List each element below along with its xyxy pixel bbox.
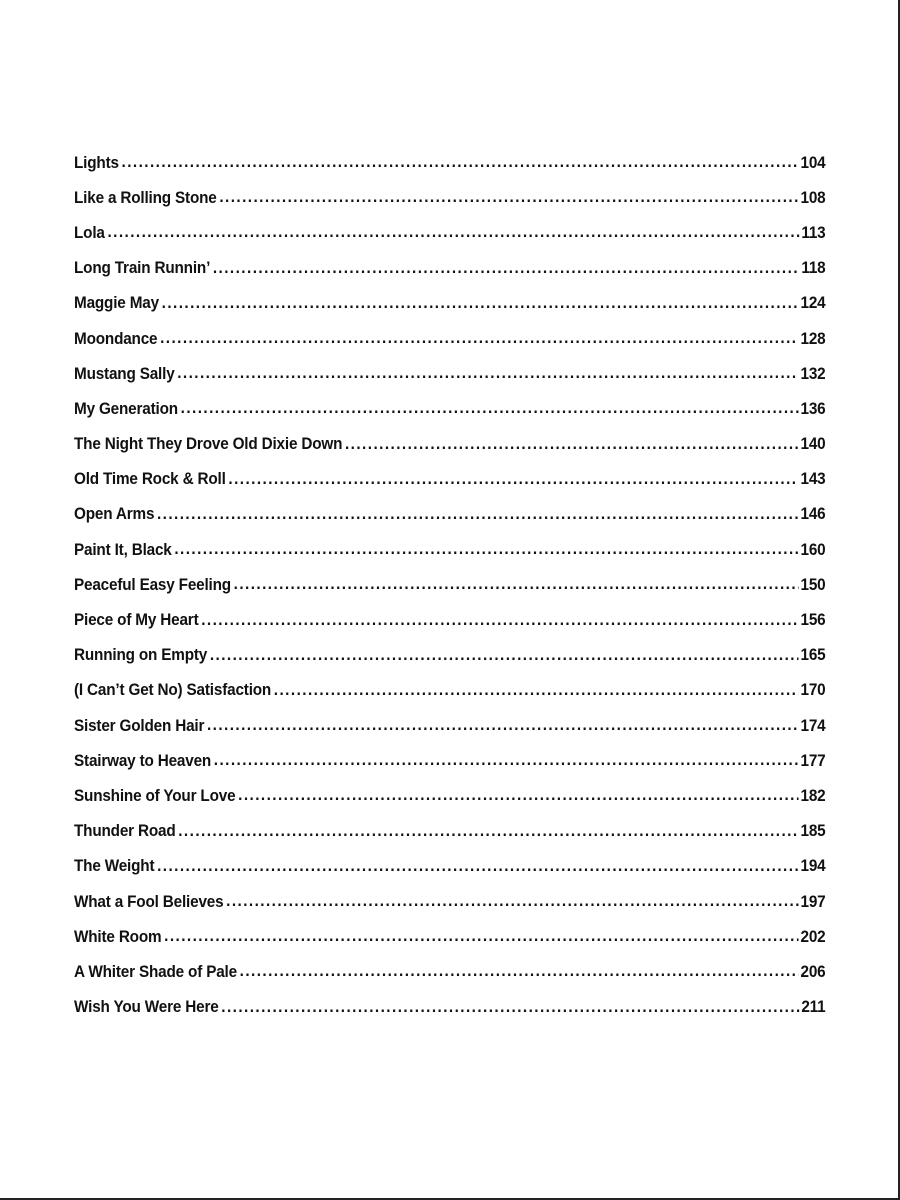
- dot-leader: [234, 576, 799, 593]
- toc-entry: [74, 286, 826, 321]
- toc-entry-title: Thunder Road: [74, 821, 176, 841]
- dot-leader: [201, 612, 799, 629]
- toc-entry-page: 206: [800, 961, 826, 981]
- toc-entry-page: 165: [800, 645, 826, 665]
- toc-entry-page: 124: [800, 293, 826, 313]
- toc-entry-page: 202: [800, 926, 826, 946]
- toc-entry-page: 136: [800, 398, 826, 418]
- dot-leader: [164, 928, 799, 945]
- dot-leader: [274, 682, 799, 699]
- toc-entry-title: Paint It, Black: [74, 539, 172, 559]
- dot-leader: [238, 787, 799, 804]
- dot-leader: [107, 224, 799, 241]
- dot-leader: [210, 647, 799, 664]
- toc-entry-page: 174: [800, 715, 826, 735]
- toc-entry-page: 185: [800, 821, 826, 841]
- toc-entry-title: Like a Rolling Stone: [74, 187, 217, 207]
- toc-entry-page: 177: [800, 750, 826, 770]
- dot-leader: [160, 330, 799, 347]
- toc-entry-page: 113: [801, 222, 826, 242]
- dot-leader: [345, 436, 799, 453]
- toc-entry-title: White Room: [74, 926, 162, 946]
- toc-entry-title: Moondance: [74, 328, 158, 348]
- dot-leader: [213, 260, 800, 277]
- toc-entry-title: Lola: [74, 222, 105, 242]
- toc-entry-title: Running on Empty: [74, 645, 208, 665]
- toc-entry-page: 108: [800, 187, 826, 207]
- dot-leader: [177, 365, 798, 382]
- dot-leader: [219, 189, 798, 206]
- toc-entry-title: Sister Golden Hair: [74, 715, 205, 735]
- dot-leader: [174, 541, 798, 558]
- dot-leader: [157, 858, 799, 875]
- toc-entry-page: 150: [800, 574, 826, 594]
- toc-entry-title: Open Arms: [74, 504, 155, 524]
- dot-leader: [226, 893, 799, 910]
- dot-leader: [162, 295, 799, 312]
- toc-entry-title: Wish You Were Here: [74, 997, 219, 1017]
- toc-entry-title: What a Fool Believes: [74, 891, 224, 911]
- toc-entry: [74, 602, 826, 637]
- dot-leader: [122, 154, 799, 171]
- toc-entry: [74, 954, 826, 989]
- dot-leader: [221, 999, 799, 1016]
- dot-leader: [207, 717, 799, 734]
- toc-entry: [74, 673, 826, 708]
- toc-entry-title: Sunshine of Your Love: [74, 785, 236, 805]
- dot-leader: [181, 400, 799, 417]
- toc-entry-title: (I Can’t Get No) Satisfaction: [74, 680, 272, 700]
- toc-entry-page: 156: [800, 610, 826, 630]
- dot-leader: [240, 963, 799, 980]
- toc-entry-title: Stairway to Heaven: [74, 750, 212, 770]
- toc-entry: [74, 251, 826, 286]
- toc-entry: [74, 145, 826, 180]
- toc-entry-title: A Whiter Shade of Pale: [74, 961, 237, 981]
- toc-entry: [74, 990, 826, 1025]
- toc-entry: [74, 638, 826, 673]
- toc-entry: [74, 497, 826, 532]
- toc-entry: [74, 567, 826, 602]
- toc-entry-page: 182: [800, 785, 826, 805]
- toc-entry-title: Maggie May: [74, 293, 159, 313]
- toc-entry: [74, 356, 826, 391]
- toc-entry: [74, 321, 826, 356]
- toc-entry: [74, 462, 826, 497]
- toc-entry: [74, 215, 826, 250]
- toc-entry-title: The Weight: [74, 856, 155, 876]
- toc-entry: [74, 391, 826, 426]
- toc-entry: [74, 532, 826, 567]
- toc-entry-page: 118: [801, 258, 826, 278]
- toc-entry-title: Peaceful Easy Feeling: [74, 574, 231, 594]
- toc-entry-page: 104: [800, 152, 826, 172]
- table-of-contents: [74, 145, 826, 1025]
- toc-entry-title: My Generation: [74, 398, 178, 418]
- toc-entry-page: 146: [800, 504, 826, 524]
- toc-entry: [74, 849, 826, 884]
- dot-leader: [214, 752, 799, 769]
- toc-entry-page: 197: [800, 891, 826, 911]
- toc-entry-title: Long Train Runnin’: [74, 258, 211, 278]
- toc-entry: [74, 427, 826, 462]
- dot-leader: [228, 471, 798, 488]
- toc-entry: [74, 884, 826, 919]
- toc-entry-title: The Night They Drove Old Dixie Down: [74, 434, 343, 454]
- toc-entry-title: Mustang Sally: [74, 363, 175, 383]
- toc-entry: [74, 743, 826, 778]
- toc-entry-title: Piece of My Heart: [74, 610, 199, 630]
- toc-entry: [74, 814, 826, 849]
- toc-entry-page: 128: [800, 328, 826, 348]
- toc-entry: [74, 919, 826, 954]
- toc-entry-page: 170: [800, 680, 826, 700]
- toc-entry-page: 160: [800, 539, 826, 559]
- toc-entry-page: 140: [800, 434, 826, 454]
- toc-entry-page: 211: [801, 997, 826, 1017]
- toc-entry: [74, 180, 826, 215]
- toc-entry-page: 194: [800, 856, 826, 876]
- dot-leader: [157, 506, 799, 523]
- toc-entry-title: Lights: [74, 152, 119, 172]
- dot-leader: [178, 823, 798, 840]
- toc-entry: [74, 708, 826, 743]
- toc-entry-page: 132: [800, 363, 826, 383]
- toc-entry: [74, 778, 826, 813]
- toc-entry-page: 143: [800, 469, 826, 489]
- toc-entry-title: Old Time Rock & Roll: [74, 469, 226, 489]
